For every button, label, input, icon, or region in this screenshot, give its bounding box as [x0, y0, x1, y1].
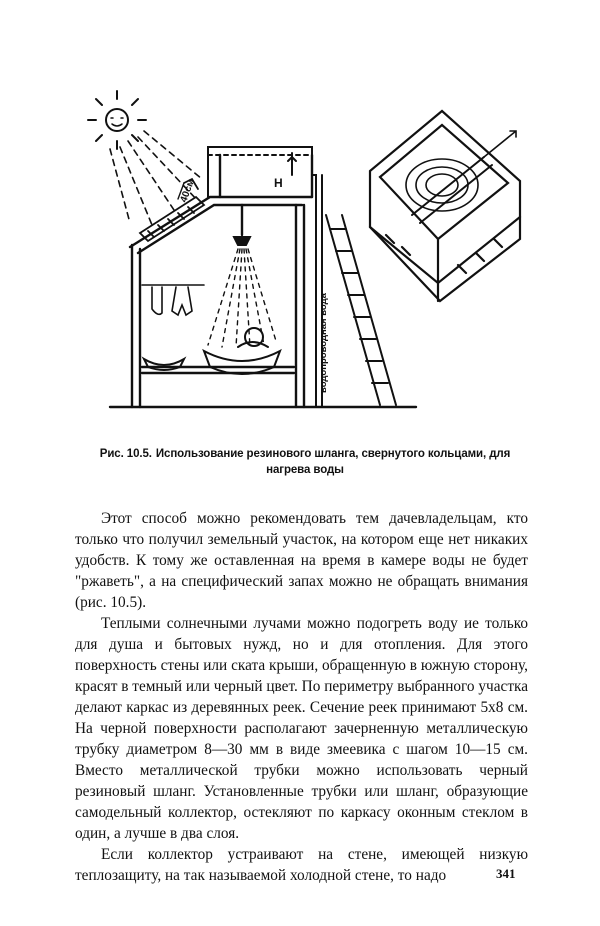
body-text	[75, 508, 528, 886]
paragraph: Этот способ можно рекомендовать тем дачевладельцам, кто только что получил земельный участок, на котором еще нет никаких удобств. К тому же оставленная на время в камере воды не будет "ржаветь", а на специфический запах можно не обращать внимания (рис. 10.5).	[75, 510, 528, 611]
hanging-laundry	[142, 285, 204, 315]
water-tank	[208, 147, 312, 197]
sun-icon	[88, 91, 146, 149]
small-bowl	[144, 359, 184, 370]
paragraph: Теплыми солнечными лучами можно подогреть воду ие только для душа и бытовых нужд, но и для отопления. Для этого поверхность стены или ската крыши, обращенную в южную сторону, красят в темный или черный цвет. По периметру выбранного участка делают каркас из деревянных реек. Сечение реек принимают 5х8 см. На черной поверхности располагают зачерненную металлическую трубку диаметром 8—30 мм в виде змеевика с шагом 10—15 см. Вместо металлической трубки можно использовать черный резиновый шланг. Установленные трубки или шланг, образующие самодельный коллектор, остекляют по каркасу оконным стеклом в один, а лучше в два слоя.	[75, 615, 528, 842]
solar-shower-illustration	[80, 75, 540, 435]
caption-label: Рис. 10.5.	[99, 448, 152, 460]
label-pipe: водопроводная вода	[318, 293, 329, 393]
label-h: H	[274, 176, 283, 190]
label-height-cm: 40см	[178, 177, 198, 205]
page-number: 341	[496, 866, 516, 881]
coiled-hose-inset	[370, 111, 520, 301]
figure-10-5	[80, 75, 540, 435]
shower-head	[208, 205, 276, 347]
caption-text: Использование резинового шланга, свернутого кольцами, для нагрева воды	[155, 448, 511, 476]
figure-caption	[82, 446, 528, 478]
paragraph: Если коллектор устраивают на стене, имеющей низкую теплозащиту, на так называемой холодной стене, то надо	[75, 846, 528, 884]
